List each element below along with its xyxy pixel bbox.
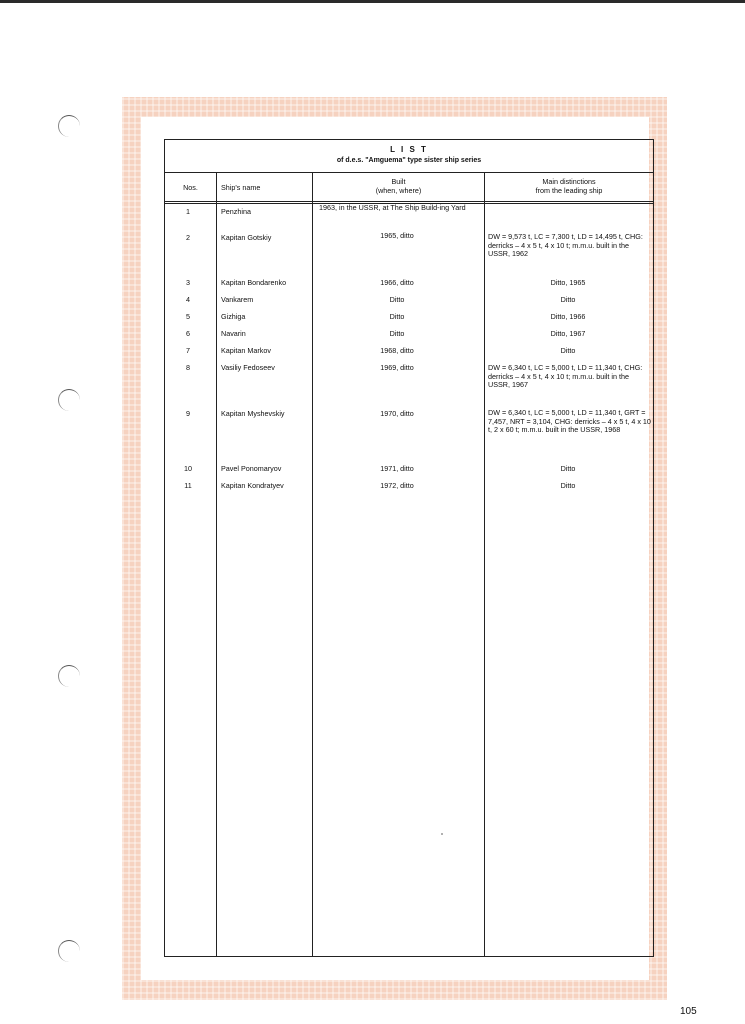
row-3-name: Kapitan Bondarenko [221,278,287,287]
row-8-main: DW = 6,340 t, LC = 5,000 t, LD = 11,340 t, CHG: derricks – 4 x 5 t, 4 x 10 t; m.m.u. built in the USSR, 1967 [488,363,643,390]
row-11-built: 1972, ditto [380,481,414,490]
row-8-no: 8 [186,363,190,372]
row-8-name: Vasiliy Fedoseev [221,363,275,372]
header-nos: Nos. [183,183,198,192]
speck [441,833,443,835]
row-3-main: Ditto, 1965 [550,278,586,287]
binder-hole-3 [58,665,80,687]
page-number: 105 [680,1006,697,1017]
row-6-main: Ditto, 1967 [550,329,586,338]
scanner-edge [0,0,745,3]
header-name: Ship's name [221,183,261,192]
row-7-name: Kapitan Markov [221,346,271,355]
header-built-line2: (when, where) [375,186,422,195]
row-4-no: 4 [186,295,190,304]
row-2-built: 1965, ditto [380,231,414,240]
row-1-name: Penzhina [221,207,251,216]
row-6-name: Navarin [221,329,246,338]
row-6-built: Ditto [389,329,405,338]
row-11-name: Kapitan Kondratyev [221,481,284,490]
row-7-built: 1968, ditto [380,346,414,355]
row-9-no: 9 [186,409,190,418]
row-9-built: 1970, ditto [380,409,414,418]
row-1-no: 1 [186,207,190,216]
binder-hole-2 [58,389,80,411]
row-7-main: Ditto [560,346,576,355]
row-2-no: 2 [186,233,190,242]
table-title-area [165,140,653,173]
ship-list-table [164,139,654,957]
row-6-no: 6 [186,329,190,338]
table-subtitle: of d.e.s. "Amguema" type sister ship series [336,157,482,164]
header-main-line2: from the leading ship [535,186,603,195]
row-4-main: Ditto [560,295,576,304]
row-2-main: DW = 9,573 t, LC = 7,300 t, LD = 14,495 t, CHG: derricks – 4 x 5 t, 4 x 10 t; m.m.u. built in the USSR, 1962 [488,232,643,259]
table-title: L I S T [390,145,428,154]
row-8-built: 1969, ditto [380,363,414,372]
row-10-main: Ditto [560,464,576,473]
row-5-built: Ditto [389,312,405,321]
row-3-no: 3 [186,278,190,287]
header-built-line1: Built [391,177,406,186]
row-5-main: Ditto, 1966 [550,312,586,321]
binder-hole-1 [58,115,80,137]
row-5-name: Gizhiga [221,312,246,321]
row-2-name: Kapitan Gotskiy [221,233,272,242]
column-divider [484,172,485,956]
row-3-built: 1966, ditto [380,278,414,287]
row-10-name: Pavel Ponomaryov [221,464,282,473]
column-divider [312,172,313,956]
row-1-built: 1963, in the USSR, at The Ship Build-ing Yard [319,203,466,212]
row-9-name: Kapitan Myshevskiy [221,409,285,418]
row-4-built: Ditto [389,295,405,304]
row-11-no: 11 [184,481,192,490]
row-4-name: Vankarem [221,295,254,304]
header-main-line1: Main distinctions [542,177,596,186]
row-10-no: 10 [184,464,192,473]
row-7-no: 7 [186,346,190,355]
row-11-main: Ditto [560,481,576,490]
binder-hole-4 [58,940,80,962]
header-rule [165,201,653,202]
row-5-no: 5 [186,312,190,321]
row-9-main: DW = 6,340 t, LC = 5,000 t, LD = 11,340 t, GRT = 7,457, NRT = 3,104, CHG: derricks – 4 x 5 t, 4 x 10 t, 2 x 60 t; m.m.u. built in the USSR, 1968 [488,408,651,435]
row-10-built: 1971, ditto [380,464,414,473]
column-divider [216,172,217,956]
